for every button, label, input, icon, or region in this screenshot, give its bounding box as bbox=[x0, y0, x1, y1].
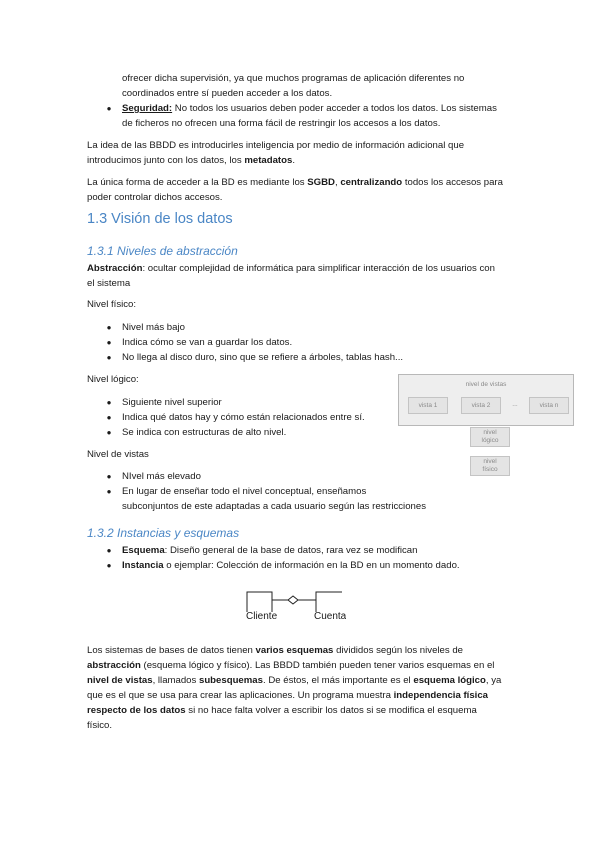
closing-line5 bbox=[87, 703, 477, 718]
intro-cont-line2: coordinados entre sí pueden acceder a los datos. bbox=[122, 88, 333, 99]
seguridad-text: No todos los usuarios deben poder acceder a todos los datos. Los sistemas bbox=[172, 103, 497, 114]
seguridad-line1 bbox=[122, 101, 497, 116]
view-label: vista n bbox=[539, 402, 559, 409]
abstraccion-term: Abstracción bbox=[87, 263, 143, 274]
logico-item: Siguiente nivel superior bbox=[122, 397, 222, 408]
text-span: . bbox=[292, 155, 295, 166]
bullet: ● bbox=[106, 353, 112, 362]
closing-line2 bbox=[87, 658, 494, 673]
bold-term: abstracción bbox=[87, 660, 141, 671]
text-span: introducimos junto con los datos, los bbox=[87, 155, 245, 166]
esquema-item bbox=[122, 543, 417, 558]
view-box bbox=[529, 397, 569, 414]
paragraph-sgbd-line2: poder controlar dichos accesos. bbox=[87, 192, 223, 203]
text-span: Los sistemas de bases de datos tienen bbox=[87, 645, 256, 656]
text-span: , bbox=[334, 177, 341, 188]
fisico-item: Nivel más bajo bbox=[122, 322, 185, 333]
view-box bbox=[408, 397, 448, 414]
view-ellipsis: ... bbox=[512, 401, 518, 408]
closing-line4 bbox=[87, 688, 488, 703]
logico-item: Indica qué datos hay y cómo están relacionados entre sí. bbox=[122, 412, 365, 423]
logico-box-line1: nivel bbox=[483, 429, 497, 436]
logico-box-line2: lógico bbox=[481, 437, 499, 444]
bullet: ● bbox=[106, 472, 112, 481]
nivel-fisico-label: Nivel físico: bbox=[87, 299, 137, 310]
seguridad-label: Seguridad: bbox=[122, 103, 173, 114]
seguridad-line2: de ficheros no ofrecen una forma fácil de restringir los accesos a los datos. bbox=[122, 118, 441, 129]
bullet: ● bbox=[106, 561, 112, 570]
text-span: o ejemplar: Colección de información en la BD en un momento dado. bbox=[163, 560, 460, 571]
abstraccion-line2: el sistema bbox=[87, 278, 131, 289]
text-span: todos los accesos para bbox=[402, 177, 503, 188]
entity-box-cuenta bbox=[316, 592, 342, 612]
levels-figure bbox=[398, 374, 574, 426]
instancia-term: Instancia bbox=[122, 560, 164, 571]
bullet: ● bbox=[106, 546, 112, 555]
view-label: vista 1 bbox=[418, 402, 438, 409]
view-label: vista 2 bbox=[471, 402, 491, 409]
bullet: ● bbox=[106, 104, 112, 113]
bold-term: independencia física bbox=[393, 690, 489, 701]
sgbd-term: SGBD bbox=[307, 177, 335, 188]
section-heading-1-3: 1.3 Visión de los datos bbox=[87, 211, 233, 227]
bold-term: esquema lógico bbox=[413, 675, 486, 686]
closing-line1 bbox=[87, 643, 463, 658]
text-span: : Diseño general de la base de datos, rara vez se modifican bbox=[164, 545, 418, 556]
vistas-item-cont: subconjuntos de este adaptadas a cada usuario según las restricciones bbox=[122, 501, 426, 512]
bullet: ● bbox=[106, 323, 112, 332]
paragraph-bbdd-line2 bbox=[87, 153, 295, 168]
bold-term: nivel de vistas bbox=[87, 675, 153, 686]
paragraph-bbdd-line1: La idea de las BBDD es introducirles inteligencia por medio de información adicional que bbox=[87, 140, 465, 151]
entity-label-cuenta: Cuenta bbox=[314, 611, 347, 620]
nivel-logico-label: Nivel lógico: bbox=[87, 374, 139, 385]
figure-title: nivel de vistas bbox=[465, 381, 507, 388]
bullet: ● bbox=[106, 487, 112, 496]
vistas-item: En lugar de enseñar todo el nivel conceptual, enseñamos bbox=[122, 486, 367, 497]
intro-cont-line1: ofrecer dicha supervisión, ya que muchos programas de aplicación diferentes no bbox=[122, 73, 465, 84]
closing-line6: físico. bbox=[87, 720, 113, 731]
relationship-diamond-icon bbox=[288, 596, 298, 604]
bullet: ● bbox=[106, 338, 112, 347]
text-span: La única forma de acceder a la BD es mediante los bbox=[87, 177, 308, 188]
text-span: , ya bbox=[485, 675, 502, 686]
logico-item: Se indica con estructuras de alto nivel. bbox=[122, 427, 287, 438]
metadatos-term: metadatos bbox=[244, 155, 293, 166]
entity-box-cliente bbox=[247, 592, 272, 612]
bold-term: varios esquemas bbox=[255, 645, 334, 656]
bullet: ● bbox=[106, 398, 112, 407]
abstraccion-line1 bbox=[87, 261, 495, 276]
text-span: si no hace falta volver a escribir los datos si se modifica el esquema bbox=[185, 705, 477, 716]
fisico-box-line1: nivel bbox=[483, 458, 497, 465]
view-box bbox=[461, 397, 501, 414]
text-span: : ocultar complejidad de informática para simplificar interacción de los usuarios con bbox=[142, 263, 495, 274]
bold-term: respecto de los datos bbox=[87, 705, 186, 716]
fisico-item: Indica cómo se van a guardar los datos. bbox=[122, 337, 293, 348]
text-span: . De éstos, el más importante es el bbox=[262, 675, 414, 686]
closing-line3 bbox=[87, 673, 501, 688]
text-span: divididos según los niveles de bbox=[333, 645, 464, 656]
bullet: ● bbox=[106, 413, 112, 422]
paragraph-sgbd-line1 bbox=[87, 175, 503, 190]
esquema-term: Esquema bbox=[122, 545, 165, 556]
section-heading-1-3-2: 1.3.2 Instancias y esquemas bbox=[87, 526, 240, 540]
section-heading-1-3-1: 1.3.1 Niveles de abstracción bbox=[87, 244, 238, 258]
text-span: , llamados bbox=[152, 675, 199, 686]
text-span: que es el que se usa para crear las aplicaciones. Un programa muestra bbox=[87, 690, 394, 701]
fisico-box-line2: físico bbox=[482, 466, 498, 473]
vistas-item: NIvel más elevado bbox=[122, 471, 201, 482]
nivel-logico-box bbox=[470, 427, 510, 447]
entity-label-cliente: Cliente bbox=[246, 611, 278, 620]
bullet: ● bbox=[106, 428, 112, 437]
bold-term: subesquemas bbox=[198, 675, 263, 686]
fisico-item: No llega al disco duro, sino que se refiere a árboles, tablas hash... bbox=[122, 352, 404, 363]
nivel-fisico-box bbox=[470, 456, 510, 476]
centralizando-term: centralizando bbox=[340, 177, 403, 188]
nivel-vistas-label: Nivel de vistas bbox=[87, 449, 149, 460]
text-span: (esquema lógico y físico). Las BBDD también pueden tener varios esquemas en el bbox=[140, 660, 495, 671]
instancia-item bbox=[122, 558, 460, 573]
